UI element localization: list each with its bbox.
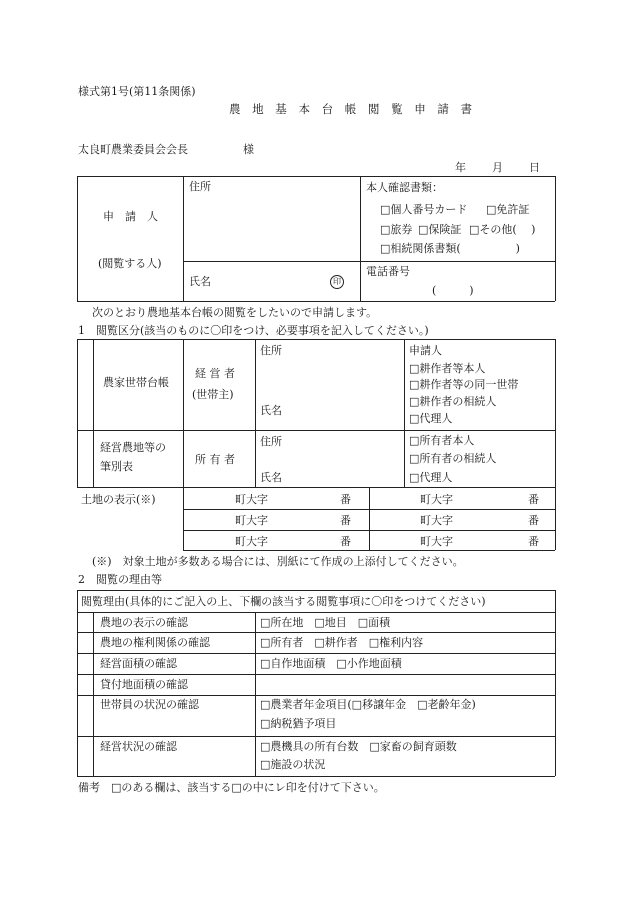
land-lot: 番 xyxy=(528,535,539,548)
checkbox-insurance-card[interactable]: □保険証 xyxy=(418,223,462,236)
reason-options-area[interactable]: □自作地面積 □小作地面積 xyxy=(260,657,402,670)
role-operator: 経 営 者 xyxy=(195,367,235,380)
addressee: 太良町農業委員会会長 xyxy=(78,143,188,156)
reason-options-farmland-display[interactable]: □所在地 □地目 □面積 xyxy=(260,616,391,629)
applicant-address-label: 住所 xyxy=(189,180,211,193)
row1-address-label: 住所 xyxy=(260,344,282,357)
land-note: (※) 対象土地が多数ある場合には、別紙にて作成の上添付してください。 xyxy=(92,555,464,568)
page-title: 農 地 基 本 台 帳 閲 覧 申 請 書 xyxy=(229,102,477,116)
checkbox-other[interactable]: □その他( ) xyxy=(469,223,536,236)
land-lot: 番 xyxy=(340,535,351,548)
applicant-name-label: 氏名 xyxy=(189,275,211,288)
reason-label-rights: 農地の権利関係の確認 xyxy=(100,636,210,649)
reason-options-machinery[interactable]: □農機具の所有台数 □家畜の飼育頭数 xyxy=(260,740,457,753)
land-town: 町大字 xyxy=(235,514,268,527)
checkbox-cultivator-household[interactable]: □耕作者等の同一世帯 xyxy=(409,378,519,391)
reason-options-rights[interactable]: □所有者 □耕作者 □権利内容 xyxy=(260,636,424,649)
date-month-label: 月 xyxy=(492,161,503,174)
checkbox-cultivator-self[interactable]: □耕作者等本人 xyxy=(409,362,486,375)
checkbox-passport[interactable]: □旅券 xyxy=(380,223,413,236)
reason-header: 閲覧理由(具体的にご記入の上、下欄の該当する閲覧事項に〇印をつけてください) xyxy=(81,595,486,608)
applicant-sublabel: (閲覧する人) xyxy=(98,257,162,270)
id-docs-label: 本人確認書類： xyxy=(366,181,443,194)
checkbox-cultivator-heir[interactable]: □耕作者の相続人 xyxy=(409,395,497,408)
intro-text: 次のとおり農地基本台帳の閲覧をしたいので申請します。 xyxy=(92,306,378,319)
reason-label-household: 世帯員の状況の確認 xyxy=(100,698,199,711)
reason-options-facilities[interactable]: □施設の状況 xyxy=(260,758,326,771)
land-lot: 番 xyxy=(528,493,539,506)
form-number: 様式第1号(第11条関係) xyxy=(78,85,196,98)
checkbox-my-number-card[interactable]: □個人番号カード xyxy=(380,203,468,216)
role-owner: 所 有 者 xyxy=(195,453,235,466)
land-display-label: 土地の表示(※) xyxy=(81,493,156,506)
checkbox-owner-self[interactable]: □所有者本人 xyxy=(409,434,475,447)
reason-label-management: 経営状況の確認 xyxy=(100,740,177,753)
checkbox-row1-agent[interactable]: □代理人 xyxy=(409,412,453,425)
applicant-label: 申 請 人 xyxy=(103,210,158,223)
reason-label-area: 経営面積の確認 xyxy=(100,657,177,670)
reason-label-leased: 貸付地面積の確認 xyxy=(100,678,188,691)
land-town: 町大字 xyxy=(420,535,453,548)
reason-options-tax-deferral[interactable]: □納税猶予項目 xyxy=(260,717,337,730)
category-farmland-ledger-line1: 経営農地等の xyxy=(100,441,166,454)
row1-name-label: 氏名 xyxy=(260,404,282,417)
role-operator-sub: (世帯主) xyxy=(192,388,234,401)
section1-heading: 1 閲覧区分(該当のものに〇印をつけ、必要事項を記入してください。) xyxy=(78,324,429,337)
phone-field[interactable]: ( ) xyxy=(432,284,474,297)
seal-mark: 印 xyxy=(330,275,344,289)
date-day-label: 日 xyxy=(529,161,540,174)
land-lot: 番 xyxy=(528,514,539,527)
reason-label-farmland-display: 農地の表示の確認 xyxy=(100,616,188,629)
checkbox-drivers-license[interactable]: □免許証 xyxy=(486,203,530,216)
remarks: 備考 □のある欄は、該当する□の中にレ印を付けて下さい。 xyxy=(78,781,385,794)
category-farmland-ledger-line2: 筆別表 xyxy=(100,460,133,473)
land-town: 町大字 xyxy=(420,493,453,506)
requester-label: 申請人 xyxy=(409,344,442,357)
checkbox-row2-agent[interactable]: □代理人 xyxy=(409,471,453,484)
checkbox-owner-heir[interactable]: □所有者の相続人 xyxy=(409,452,497,465)
checkbox-inheritance-docs[interactable]: □相続関係書類( ) xyxy=(380,242,520,255)
honorific: 様 xyxy=(243,143,254,156)
land-town: 町大字 xyxy=(235,535,268,548)
section2-heading: 2 閲覧の理由等 xyxy=(78,573,162,586)
row2-name-label: 氏名 xyxy=(260,471,282,484)
land-town: 町大字 xyxy=(420,514,453,527)
phone-label: 電話番号 xyxy=(366,265,410,278)
row2-address-label: 住所 xyxy=(260,435,282,448)
date-year-label: 年 xyxy=(455,161,466,174)
land-lot: 番 xyxy=(340,514,351,527)
land-town: 町大字 xyxy=(235,493,268,506)
reason-options-pension[interactable]: □農業者年金項目(□移譲年金 □老齢年金) xyxy=(260,698,476,711)
category-household-ledger: 農家世帯台帳 xyxy=(103,376,169,389)
land-lot: 番 xyxy=(340,493,351,506)
